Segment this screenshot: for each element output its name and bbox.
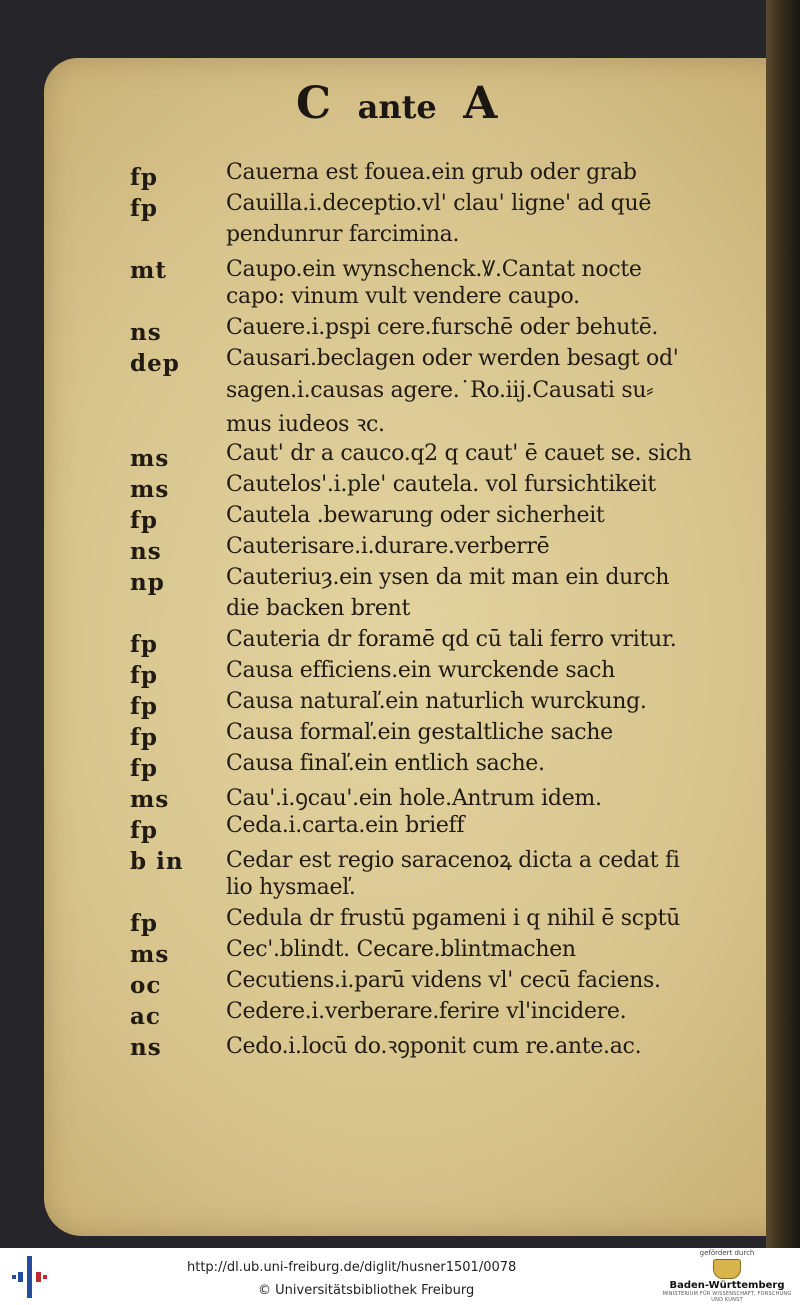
entry-text: Cedo.i.locū do.ꝛꝯponit cum re.ante.ac. — [226, 1034, 642, 1059]
entry-text: Cedere.i.verberare.ferire vl'incidere. — [226, 999, 627, 1024]
entry-line — [0, 596, 800, 626]
entry-line — [0, 441, 800, 471]
permalink-link[interactable]: http://dl.ub.uni-freiburg.de/diglit/husner1501/0078 — [187, 1260, 517, 1275]
entry-line — [0, 284, 800, 314]
entry-line — [0, 565, 800, 595]
grammar-tag: fp — [130, 662, 158, 689]
entry-text: Caut' dr a cauco.q2 q caut' ē cauet se. sich — [226, 441, 692, 466]
grammar-tag: fp — [130, 693, 158, 720]
entry-line — [0, 315, 800, 345]
entry-text: Causa efficiens.ein wurckende sach — [226, 658, 616, 683]
heading-letter: C — [296, 78, 332, 129]
entry-line — [0, 937, 800, 967]
grammar-tag: oc — [130, 972, 162, 999]
grammar-tag: np — [130, 569, 165, 596]
viewer-footer — [0, 1248, 800, 1305]
entry-line — [0, 813, 800, 843]
entry-line — [0, 720, 800, 750]
sponsor-line: gefördert durch — [699, 1249, 755, 1257]
entry-text: Ceda.i.carta.ein brieff — [226, 813, 465, 838]
heading-letter-2: A — [463, 78, 498, 129]
entry-line — [0, 346, 800, 376]
grammar-tag: ms — [130, 445, 170, 472]
entry-text: Causari.beclagen oder werden besagt od' — [226, 346, 679, 371]
grammar-tag: ns — [130, 538, 162, 565]
sponsor-badge — [662, 1249, 792, 1305]
entry-text: Cauere.i.pspi cere.furschē oder behutē. — [226, 315, 659, 340]
grammar-tag: ms — [130, 786, 170, 813]
entry-line — [0, 689, 800, 719]
entry-line — [0, 658, 800, 688]
grammar-tag: ms — [130, 941, 170, 968]
entry-text: Cauerna est fouea.ein grub oder grab — [226, 160, 637, 185]
entry-line — [0, 408, 800, 438]
entry-text: Cauteriuȝ.ein ysen da mit man ein durch — [226, 565, 670, 590]
sponsor-ministry: MINISTERIUM FÜR WISSENSCHAFT, FORSCHUNG UND KUNST — [662, 1291, 792, 1303]
entry-line — [0, 627, 800, 657]
entry-line — [0, 782, 800, 812]
entry-line — [0, 377, 800, 407]
entry-text: lio hysmaeľ. — [226, 875, 356, 900]
grammar-tag: dep — [130, 350, 180, 377]
entry-line — [0, 968, 800, 998]
grammar-tag: fp — [130, 507, 158, 534]
grammar-tag: fp — [130, 755, 158, 782]
grammar-tag: ns — [130, 319, 162, 346]
entry-line — [0, 253, 800, 283]
page-heading — [296, 78, 497, 129]
entry-text: Causa finaľ.ein entlich sache. — [226, 751, 545, 776]
entry-text: sagen.i.causas agere.˙Ro.iij.Causati su⸗ — [226, 378, 654, 403]
grammar-tag: fp — [130, 195, 158, 222]
entry-line — [0, 844, 800, 874]
entry-line — [0, 875, 800, 905]
entry-text: Causa naturaľ.ein naturlich wurckung. — [226, 689, 647, 714]
entry-text: Cecutiens.i.parū videns vl' cecū faciens. — [226, 968, 661, 993]
entry-line — [0, 1030, 800, 1060]
entry-text: Causa formaľ.ein gestaltliche sache — [226, 720, 613, 745]
grammar-tag: ns — [130, 1034, 162, 1061]
entry-line — [0, 534, 800, 564]
entry-text: Cautelos'.i.ple' cautela. vol fursichtikeit — [226, 472, 656, 497]
entry-line — [0, 191, 800, 221]
entry-text: Cec'.blindt. Cecare.blintmachen — [226, 937, 576, 962]
grammar-tag: mt — [130, 257, 167, 284]
entry-text: Cautela .bewarung oder sicherheit — [226, 503, 605, 528]
entry-text: Cauilla.i.deceptio.vl' clau' ligne' ad quē — [226, 191, 652, 216]
entry-line — [0, 222, 800, 252]
grammar-tag: fp — [130, 910, 158, 937]
entry-text: capo: vinum vult vendere caupo. — [226, 284, 580, 309]
entry-text: die backen brent — [226, 596, 410, 621]
entry-text: Cedar est regio saracenoꝝ dicta a cedat fi — [226, 848, 680, 873]
entry-line — [0, 906, 800, 936]
entry-text: pendunrur farcimina. — [226, 222, 460, 247]
grammar-tag: fp — [130, 631, 158, 658]
grammar-tag: ac — [130, 1003, 161, 1030]
entry-text: Cau'.i.ꝯcau'.ein hole.Antrum idem. — [226, 786, 602, 811]
grammar-tag: fp — [130, 817, 158, 844]
entry-text: Caupo.ein wynschenck.Ꝟ.Cantat nocte — [226, 257, 642, 282]
copyright-text: © Universitätsbibliothek Freiburg — [258, 1283, 475, 1298]
heading-word: ante — [357, 88, 437, 126]
entry-line — [0, 472, 800, 502]
entry-line — [0, 503, 800, 533]
grammar-tag: ms — [130, 476, 170, 503]
sponsor-name: Baden-Württemberg — [669, 1280, 785, 1291]
state-crest-icon — [713, 1259, 741, 1279]
entry-line — [0, 160, 800, 190]
entry-text: Cauterisare.i.durare.verberrē — [226, 534, 550, 559]
entry-line — [0, 751, 800, 781]
grammar-tag: fp — [130, 164, 158, 191]
grammar-tag: b in — [130, 848, 184, 875]
grammar-tag: fp — [130, 724, 158, 751]
entry-line — [0, 999, 800, 1029]
library-logo-icon — [12, 1256, 48, 1298]
entry-text: Cedula dr frustū pgameni i q nihil ē scptū — [226, 906, 680, 931]
entry-text: Cauteria dr foramē qd cū tali ferro vritur. — [226, 627, 677, 652]
entry-text: mus iudeos ꝛc. — [226, 412, 385, 437]
